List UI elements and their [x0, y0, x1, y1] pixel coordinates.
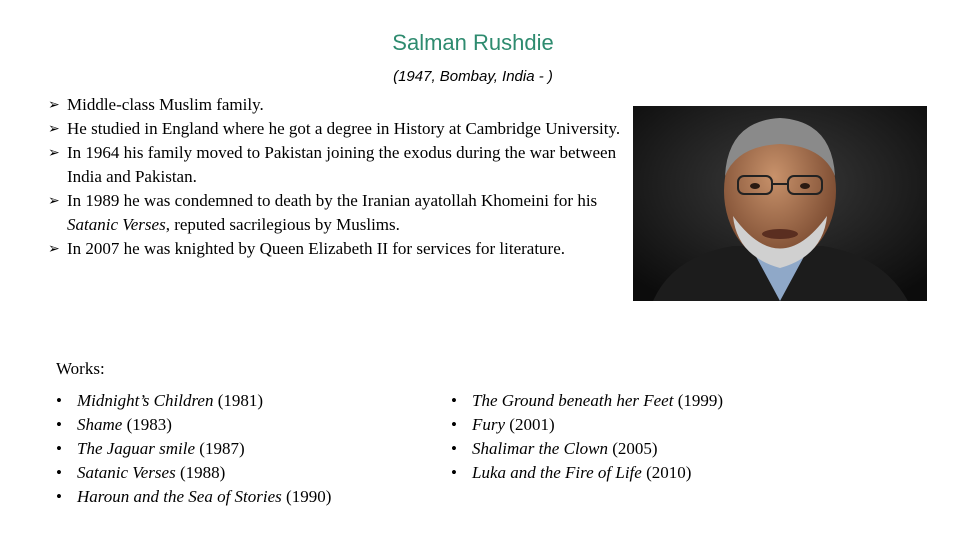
work-title: Haroun and the Sea of Stories [77, 487, 282, 506]
work-year: (2001) [509, 415, 555, 434]
bio-item [48, 237, 633, 261]
work-item [56, 437, 331, 461]
bullet-icon: • [451, 415, 457, 434]
work-title: Shalimar the Clown [472, 439, 609, 458]
bio-text: , reputed sacrilegious by Muslims. [165, 215, 400, 234]
work-item [56, 485, 331, 509]
bullet-icon: • [56, 487, 62, 506]
work-title: Satanic Verses [77, 463, 176, 482]
arrow-bullet-icon: ➢ [48, 121, 60, 137]
work-title: Midnight’s Children [77, 391, 214, 410]
bio-text: In 1989 he was condemned to death by the Iranian ayatollah Khomeini for his [67, 191, 598, 210]
bio-item [48, 93, 633, 117]
work-title: The Jaguar smile [77, 439, 196, 458]
bio-text: He studied in England where he got a degree in History at Cambridge University. [67, 119, 621, 138]
bullet-icon: • [451, 463, 457, 482]
work-item [56, 461, 331, 485]
works-list-right [451, 389, 723, 485]
bio-item [48, 141, 633, 189]
bio-italic-title: Satanic Verses [67, 215, 166, 234]
arrow-bullet-icon: ➢ [48, 241, 60, 257]
slide-title: Salman Rushdie [392, 30, 554, 55]
author-portrait [633, 106, 927, 301]
work-year: (2010) [646, 463, 692, 482]
work-item [451, 389, 723, 413]
bio-item [48, 189, 633, 237]
work-item [451, 437, 723, 461]
work-year: (1988) [179, 463, 226, 482]
work-title: Shame [77, 415, 123, 434]
work-item [56, 389, 331, 413]
bullet-icon: • [56, 439, 62, 458]
work-title: The Ground beneath her Feet [472, 391, 674, 410]
work-item [56, 413, 331, 437]
bio-text: Middle-class Muslim family. [67, 95, 264, 114]
work-year: (1987) [199, 439, 245, 458]
bullet-icon: • [56, 463, 62, 482]
arrow-bullet-icon: ➢ [48, 193, 60, 209]
work-year: (2005) [612, 439, 658, 458]
work-year: (1983) [126, 415, 172, 434]
work-year: (1999) [677, 391, 724, 410]
work-title: Luka and the Fire of Life [472, 463, 642, 482]
bullet-icon: • [451, 391, 457, 410]
biography-list [48, 93, 633, 261]
work-item [451, 461, 723, 485]
slide-subtitle: (1947, Bombay, India - ) [393, 68, 553, 85]
bio-item [48, 117, 633, 141]
work-item [451, 413, 723, 437]
bio-text: In 2007 he was knighted by Queen Elizabeth II for services for literature. [67, 239, 566, 258]
works-list-left [56, 389, 331, 509]
work-year: (1990) [286, 487, 332, 506]
bullet-icon: • [451, 439, 457, 458]
bio-text: In 1964 his family moved to Pakistan joining the exodus during the war between India and Pakistan. [67, 143, 617, 186]
arrow-bullet-icon: ➢ [48, 145, 60, 161]
bullet-icon: • [56, 415, 62, 434]
bullet-icon: • [56, 391, 62, 410]
work-title: Fury [472, 415, 506, 434]
arrow-bullet-icon: ➢ [48, 97, 60, 113]
work-year: (1981) [217, 391, 264, 410]
works-heading: Works: [56, 359, 105, 378]
